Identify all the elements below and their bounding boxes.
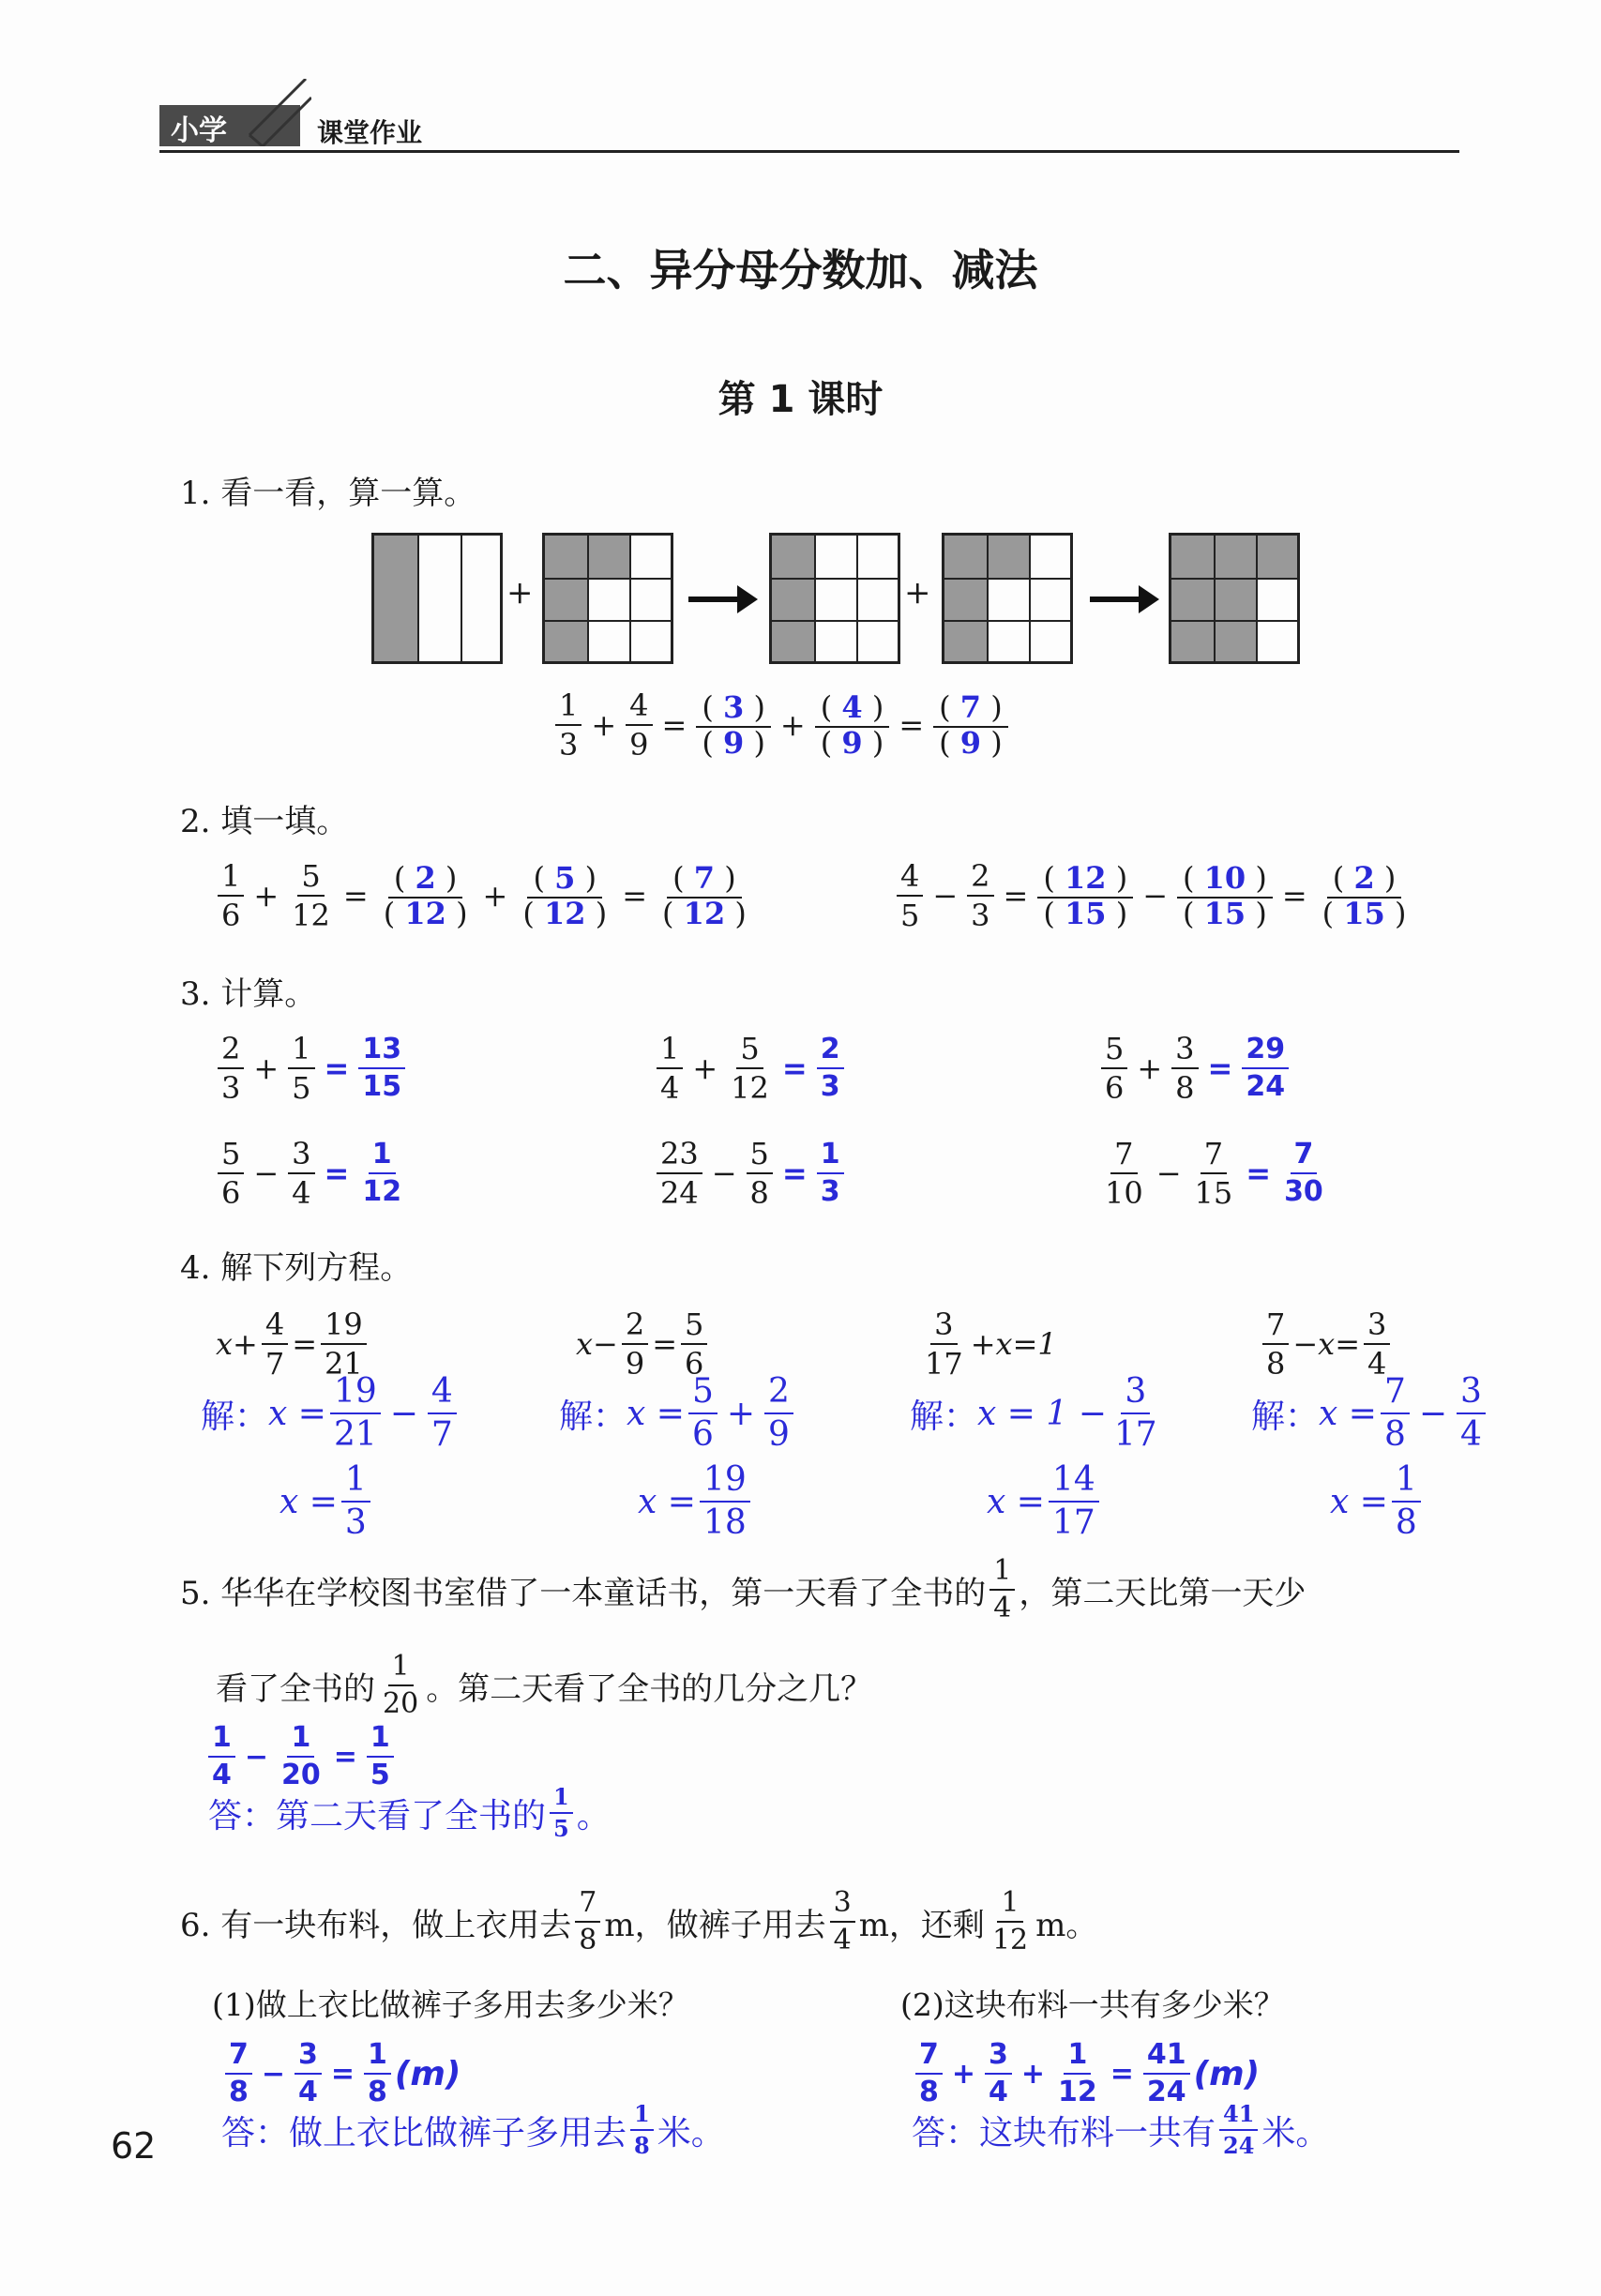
lesson-title: 第 1 课时 bbox=[717, 378, 884, 421]
q2-left-equation: 1 6 + $\frac{5}{12}$ = $\frac{( 2 )}{( 12 )}$ + $\frac{( 5 )}{( 12 )}$ = $\frac{( 7 )}{( 12 )}$ bbox=[214, 861, 756, 930]
q2-right-equation: 4 5 − $\frac{2}{3}$ = $\frac{( 12 )}{( 15 )}$ − $\frac{( 10 )}{( 15 )}$ = $\frac{( 2 )}{( 15 )}$ bbox=[893, 861, 1416, 930]
q4-sol1: 解： x = $\frac{19}{21}$ − $\frac{4}{7}$ bbox=[201, 1375, 461, 1452]
q4-prompt: 4. 解下列方程。 bbox=[180, 1249, 413, 1287]
q6-answer2: 答：这块布料一共有 41 24 米。 bbox=[912, 2100, 1330, 2159]
q4-sol4-result: x = $\frac{1}{8}$ bbox=[1330, 1463, 1425, 1540]
q3-item-1: 2 3 + $\frac{1}{5}$ = $\frac{13}{15}$ bbox=[214, 1034, 409, 1103]
q3-item-2: 1 4 + $\frac{5}{12}$ = $\frac{2}{3}$ bbox=[653, 1034, 848, 1103]
header-book: 课堂作业 bbox=[317, 117, 423, 148]
plus-sign-2: + bbox=[904, 574, 931, 612]
header-rule bbox=[159, 150, 1459, 153]
q1-prompt: 1. 看一看，算一算。 bbox=[180, 475, 476, 512]
q1-equation: 1 3 + $\frac{4}{9}$ = $\frac{( 3 )}{( 9 )}$ + $\frac{( 4 )}{( 9 )}$ = $\frac{( 7 )}{( 9 )}$ bbox=[551, 690, 1012, 760]
q4-sol2: 解： x = $\frac{5}{6}$ + $\frac{2}{9}$ bbox=[559, 1375, 797, 1452]
q3-item-6: 7 10 − $\frac{7}{15}$ = $\frac{7}{30}$ bbox=[1105, 1136, 1323, 1211]
q3-item-5: 23 24 − $\frac{5}{8}$ = $\frac{1}{3}$ bbox=[653, 1139, 848, 1208]
q4-eq1: x+ $\frac{4}{7}$ = $\frac{19}{21}$ bbox=[216, 1309, 370, 1379]
grid-four-ninths-2 bbox=[942, 533, 1073, 664]
q4-eq2: x− $\frac{2}{9}$ = $\frac{5}{6}$ bbox=[576, 1309, 711, 1379]
q6-calc1: 7 8 − $\frac{3}{4}$ = $\frac{1}{8}$ (m) bbox=[221, 2041, 461, 2107]
q6-sub2: (2)这块布料一共有多少米？ bbox=[900, 1986, 1285, 2023]
double-chevron-icon bbox=[246, 79, 311, 146]
q6-calc2: 7 8 + $\frac{3}{4}$ + $\frac{1}{12}$ = $\frac{41}{24}$ (m) bbox=[912, 2041, 1260, 2107]
page-number: 62 bbox=[111, 2125, 157, 2167]
q3-item-4: 5 6 − $\frac{3}{4}$ = $\frac{1}{12}$ bbox=[214, 1139, 409, 1208]
q3-item-3: 5 6 + $\frac{3}{8}$ = $\frac{29}{24}$ bbox=[1097, 1034, 1292, 1103]
q3-prompt: 3. 计算。 bbox=[180, 975, 317, 1013]
header-section: 小学 bbox=[171, 114, 227, 147]
grid-seven-ninths bbox=[1169, 533, 1300, 664]
q5-answer: 答：第二天看了全书的 1 5 。 bbox=[208, 1783, 611, 1842]
q4-sol1-result: x = $\frac{1}{3}$ bbox=[279, 1463, 374, 1540]
q5-line2: 看了全书的 1 20 。第二天看了全书的几分之几？ bbox=[216, 1650, 873, 1720]
q4-sol2-result: x = $\frac{19}{18}$ bbox=[638, 1463, 754, 1540]
q6-sub1: (1)做上衣比做裤子多用去多少米？ bbox=[212, 1986, 689, 2023]
q4-sol3: 解： x = 1 − $\frac{3}{17}$ bbox=[910, 1372, 1157, 1454]
grid-three-ninths bbox=[769, 533, 900, 664]
q4-eq3: 3 17 +x=1 bbox=[925, 1307, 1057, 1382]
q4-sol4: 解： x = $\frac{7}{8}$ − $\frac{3}{4}$ bbox=[1251, 1375, 1489, 1452]
q6-answer1: 答：做上衣比做裤子多用去 1 8 米。 bbox=[221, 2100, 725, 2159]
q5-line1: 5. 华华在学校图书室借了一本童话书，第一天看了全书的 1 4 ，第二天比第一天少 bbox=[180, 1554, 1306, 1624]
grid-one-third bbox=[371, 533, 503, 664]
plus-sign: + bbox=[506, 574, 534, 612]
q6-line: 6. 有一块布料，做上衣用去 7 8 m，做裤子用去 3 4 m，还剩 1 12 m。 bbox=[180, 1886, 1098, 1956]
arrow-right-icon-2 bbox=[1090, 585, 1159, 613]
q4-sol3-result: x = $\frac{14}{17}$ bbox=[987, 1463, 1103, 1540]
page-title: 二、异分母分数加、减法 bbox=[563, 245, 1038, 295]
q4-eq4: 7 8 −x= $\frac{3}{4}$ bbox=[1259, 1309, 1394, 1379]
q2-prompt: 2. 填一填。 bbox=[180, 803, 349, 840]
grid-four-ninths bbox=[542, 533, 673, 664]
arrow-right-icon bbox=[688, 585, 758, 613]
q5-calc: 1 4 − $\frac{1}{20}$ = $\frac{1}{5}$ bbox=[204, 1724, 398, 1790]
